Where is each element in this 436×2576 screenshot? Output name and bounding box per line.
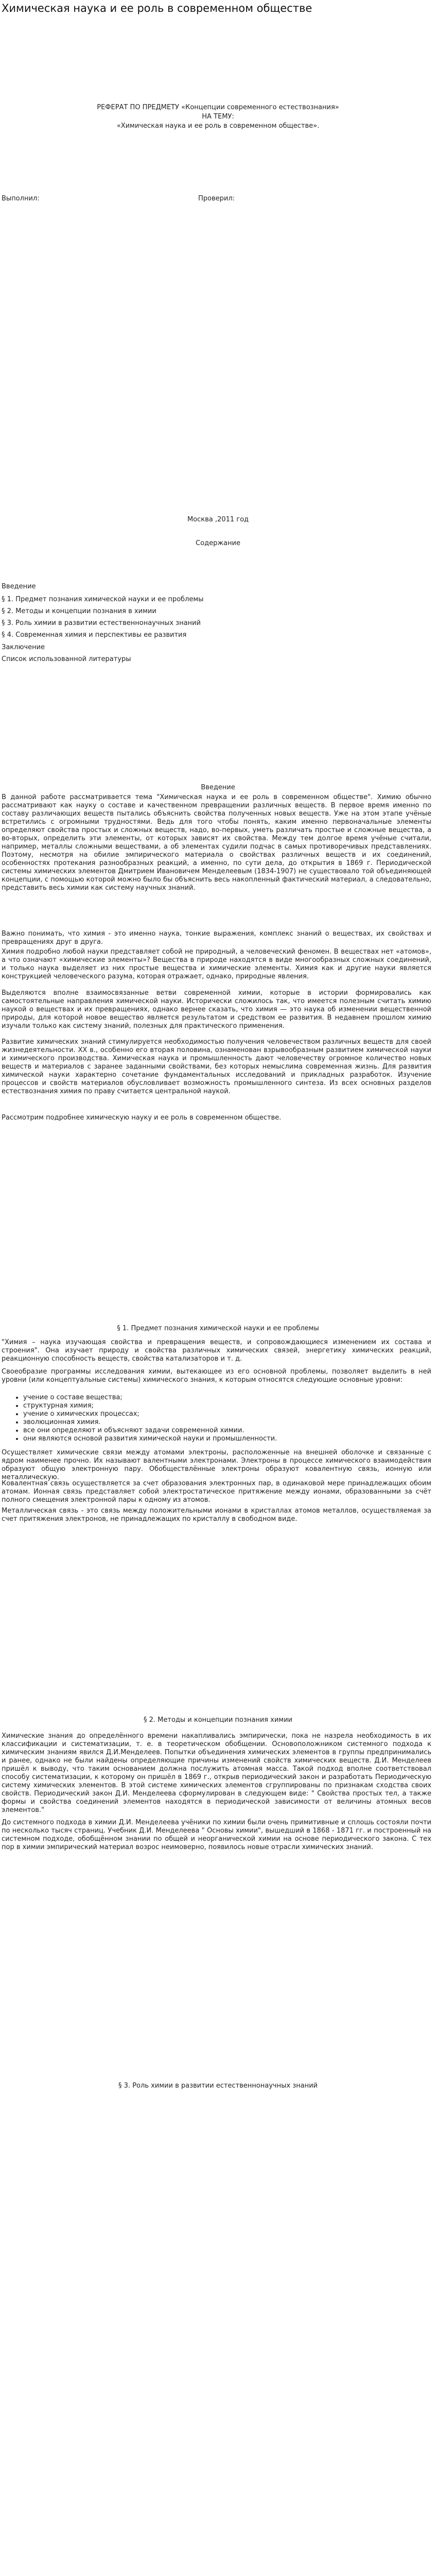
list-item: • учение о составе вещества; [23,1394,430,1402]
city-year: Москва ,2011 год [187,516,249,523]
intro-heading: Введение [201,784,235,791]
section-2-heading: § 2. Методы и концепции познания химии [144,1716,292,1724]
toc-item-references[interactable]: Список использованной литературы [2,655,131,663]
list-item: • они являются основой развития химической науки и промышленности. [23,1435,430,1443]
list-item: • структурная химия; [23,1402,430,1410]
performer-label: Выполнил: [2,195,40,202]
list-item: • все они определяют и объясняют задачи современной химии. [23,1427,430,1435]
section-1-paragraph: Осуществляет химические связи между атомами электроны, расположенные на внешней оболочке и связанные с ядром наименее прочно. Их называют валентными электронами. Электроны в процессе химического взаимодействия образуют общую электронную пару. Обобществлённые электроны образуют ковалентную связь, ионную или металлическую. [2,1449,431,1481]
page-title: Химическая наука и ее роль в современном обществе [2,2,312,14]
cover-topic-label: НА ТЕМУ: [202,113,234,121]
toc-item-section-2[interactable]: § 2. Методы и концепции познания в химии [2,607,156,615]
checker-label: Проверил: [198,195,235,202]
toc-item-intro[interactable]: Введение [2,583,36,590]
cover-subject-line: РЕФЕРАТ ПО ПРЕДМЕТУ «Концепции современного естествознания» [97,104,339,111]
intro-paragraph: Рассмотрим подробнее химическую науку и ее роль в современном обществе. [2,1114,282,1122]
contents-heading: Содержание [196,539,240,547]
section-1-paragraph: Ковалентная связь осуществляется за счет образования электронных пар, в одинаковой мере принадлежащих обоим атомам. Ионная связь представляет собой электростатическое притяжение между ионами, образованными за счёт полного смещения электронной пары к одному из атомов. [2,1480,431,1504]
section-1-heading: § 1. Предмет познания химической науки и ее проблемы [117,1325,319,1332]
toc-item-section-3[interactable]: § 3. Роль химии в развитии естественнонаучных знаний [2,619,201,627]
toc-item-section-1[interactable]: § 1. Предмет познания химической науки и ее проблемы [2,596,204,603]
intro-paragraph: В данной работе рассматривается тема "Химическая наука и ее роль в современном обществе". Химию обычно рассматривают как науку о составе и качественном превращении различных веществ. В первое время именно по составу различающих веществ пытались объяснить свойства полученных новых веществ. Уже на этом этапе учёные встретились с огромными трудностями. Ведь для того чтобы понять, каким именно первоначальные элементы определяют свойства простых и сложных веществ, надо, во-первых, уметь различать простые и сложные вещества, а во-вторых, определить эти элементы, от которых зависят их свойства. Между тем долгое время учёные считали, например, металлы сложными веществами, а об элементах судили подчас в самых противоречивых представлениях. Поэтому, несмотря на обилие эмпирического материала о свойствах различных веществ и их соединений, особенностях протекания разнообразных реакций, а именно, по сути дела, до открытия в 1869 г. Периодической системы химических элементов Дмитрием Ивановичем Менделеевым (1834-1907) не существовало той объединяющей концепции, с помощью которой можно было бы объяснить весь накопленный фактический материал, а следовательно, представить весь химии как систему научных знаний. [2,793,431,892]
concept-levels-list [18,1394,430,1443]
intro-paragraph: Важно понимать, что химия - это именно наука, тонкие выражения, комплекс знаний о веществах, их свойствах и превращениях друг в друга. [2,930,431,946]
toc-item-conclusion[interactable]: Заключение [2,643,45,651]
section-1-paragraph: Своеобразие программы исследования химии, вытекающее из его основной проблемы, позволяет выделить в ней уровни (или концептуальные системы) химического знания, к которым относятся следующие основные уровни: [2,1368,431,1384]
intro-paragraph: Выделяются вполне взаимосвязанные ветви современной химии, которые в истории формировались как самостоятельные направления химической науки. Исторически сложилось так, что имеется полезным считать химию наукой о веществах и их превращениях, однако вернее сказать, что химия — это наука об изменении вещественной природы, для которой новое вещество является результатом и средством ее развития. В недавнем прошлом химию изучали только как систему знаний, полезных для практического применения. [2,989,431,1030]
section-3-heading: § 3. Роль химии в развитии естественнонаучных знаний [118,2082,318,2090]
section-1-paragraph: Металлическая связь - это связь между положительными ионами в кристаллах атомов металлов, осуществляемая за счет притяжения электронов, не принадлежащих по кристаллу в свободном виде. [2,1507,431,1523]
cover-topic: «Химическая наука и ее роль в современном обществе». [116,122,320,130]
intro-paragraph: Химия подробно любой науки представляет собой не природный, а человеческий феномен. В веществах нет «атомов», а что означают «химические элементы»? Вещества в природе находятся в виде многообразных сложных соединений, и только наука выделяет из них простые вещества и химические элементы. Химия как и другие науки является конструкцией человеческого разума, которая отражает, однако, природные явления. [2,948,431,980]
intro-paragraph: Развитие химических знаний стимулируется необходимостью получения человечеством различных веществ для своей жизнедеятельности. XX в., особенно его вторая половина, ознаменован взрывообразным развитием химической науки и химического производства. Химическая наука и промышленность дают человечеству огромное количество новых веществ и материалов с заранее заданными свойствами, без которых немыслима современная жизнь. Для развития химической науки характерно сочетание фундаментальных исследований и прикладных разработок. Изучение процессов и свойств материалов обусловливает возможность промышленного синтеза. Из всех основных разделов естествознания химия по праву считается центральной наукой. [2,1038,431,1095]
section-1-paragraph: "Химия – наука изучающая свойства и превращения веществ, и сопровождающиеся изменением их состава и строения". Она изучает природу и свойства различных химических связей, энергетику химических реакций, реакционную способность веществ, свойства катализаторов и т. д. [2,1338,431,1363]
list-item: • эволюционная химия. [23,1418,430,1427]
toc-item-section-4[interactable]: § 4. Современная химия и перспективы ее развития [2,631,187,639]
list-item: • учение о химических процессах; [23,1410,430,1418]
section-2-paragraph: До системного подхода в химии Д.И. Менделеева учёники по химии были очень примитивные и сплошь состояли почти по несколько тысяч страниц. Учебник Д.И. Менделеева " Основы химии", вышедший в 1868 - 1871 гг. и построенный на системном подходе, обобщённом знании по общей и неорганической химии на основе периодического закона. С тех пор в химии эмпирический материал возрос неимоверно, появилось новые отрасли химических знаний. [2,1819,431,1851]
section-2-paragraph: Химические знания до определённого времени накапливались эмпирически, пока не назрела необходимость в их классификации и систематизации, т. е. в теоретическом обобщении. Основоположником системного подхода к химическим знаниям явился Д.И.Менделеев. Попытки объединения химических элементов в группы предпринимались и ранее, однако не были найдены определяющие причины изменений свойств химических веществ. Д.И. Менделеев пришёл к выводу, что таким основанием должна послужить атомная масса. Такой подход вполне соответствовал способу систематизации, к которому он пришёл в 1869 г., открыв периодический закон и разработать Периодическую систему химических элементов. В этой системе химических элементов сгруппированы по признакам сходства своих свойств. Периодический закон Д.И. Менделеева сформулирован в следующем виде: " Свойства простых тел, а также формы и свойства соединений элементов находятся в периодической зависимости от величины атомных весов элементов." [2,1732,431,1814]
